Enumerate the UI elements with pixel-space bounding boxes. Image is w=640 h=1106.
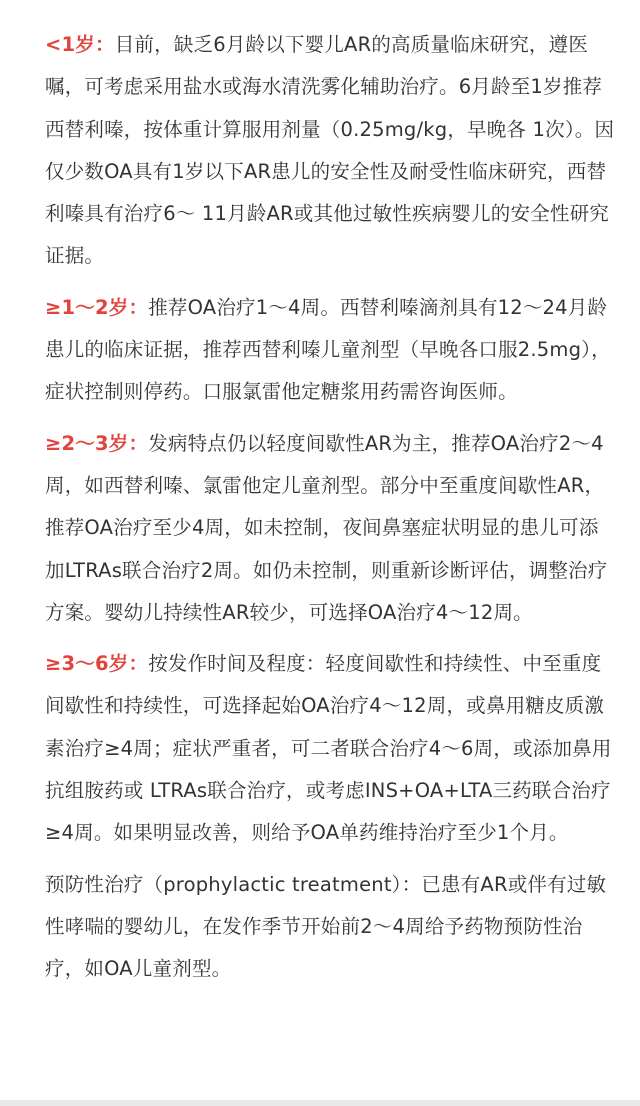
age-label-under-1: <1岁： — [45, 33, 115, 56]
age-label-3-to-6: ≥3～6岁： — [45, 652, 149, 676]
prophylactic-treatment-text: 预防性治疗（prophylactic treatment）：已患有AR或伴有过敏性哮喘的婴幼儿，在发作季节开始前2～4周给予药物预防性治疗，如OA儿童剂型。 — [45, 872, 607, 981]
bottom-divider — [0, 1100, 640, 1106]
section-text-under-1: 目前，缺乏6月龄以下婴儿AR的高质量临床研究，遵医嘱，可考虑采用盐水或海水清洗雾化辅助治疗。6月龄至1岁推荐西替利嗪，按体重计算服用剂量（0.25mg/kg，早晚各 1次）。因仅少数OA具有1岁以下AR患儿的安全性及耐受性临床研究，西替利嗪具有治疗6～ 11月龄AR或其他过敏性疾病婴儿的安全性研究证据。 — [45, 33, 615, 268]
treatment-document — [45, 24, 615, 1000]
section-text-2-to-3: 发病特点仍以轻度间歇性AR为主，推荐OA治疗2～4周，如西替利嗪、氯雷他定儿童剂型。部分中至重度间歇性AR，推荐OA治疗至少4周，如未控制，夜间鼻塞症状明显的患儿可添加LTRAs联合治疗2周。如仍未控制，则重新诊断评估，调整治疗方案。婴幼儿持续性AR较少，可选择OA治疗4～12周。 — [45, 431, 608, 624]
prophylactic-treatment-paragraph — [45, 864, 615, 991]
section-text-3-to-6: 按发作时间及程度：轻度间歇性和持续性、中至重度间歇性和持续性，可选择起始OA治疗4～12周，或鼻用糖皮质激素治疗≥4周；症状严重者，可二者联合治疗4～6周，或添加鼻用抗组胺药或 LTRAs联合治疗，或考虑INS+OA+LTA三药联合治疗≥4周。如果明显改善，则给予OA单药维持治疗至少1个月。 — [45, 652, 612, 845]
section-1-to-2-years — [45, 287, 615, 414]
section-3-to-6-years — [45, 643, 615, 854]
section-2-to-3-years — [45, 423, 615, 634]
section-under-1-year — [45, 24, 615, 278]
age-label-1-to-2: ≥1～2岁： — [45, 295, 149, 319]
age-label-2-to-3: ≥2～3岁： — [45, 431, 149, 455]
section-text-1-to-2: 推荐OA治疗1～4周。西替利嗪滴剂具有12～24月龄患儿的临床证据，推荐西替利嗪儿童剂型（早晚各口服2.5mg），症状控制则停药。口服氯雷他定糖浆用药需咨询医师。 — [45, 295, 611, 404]
